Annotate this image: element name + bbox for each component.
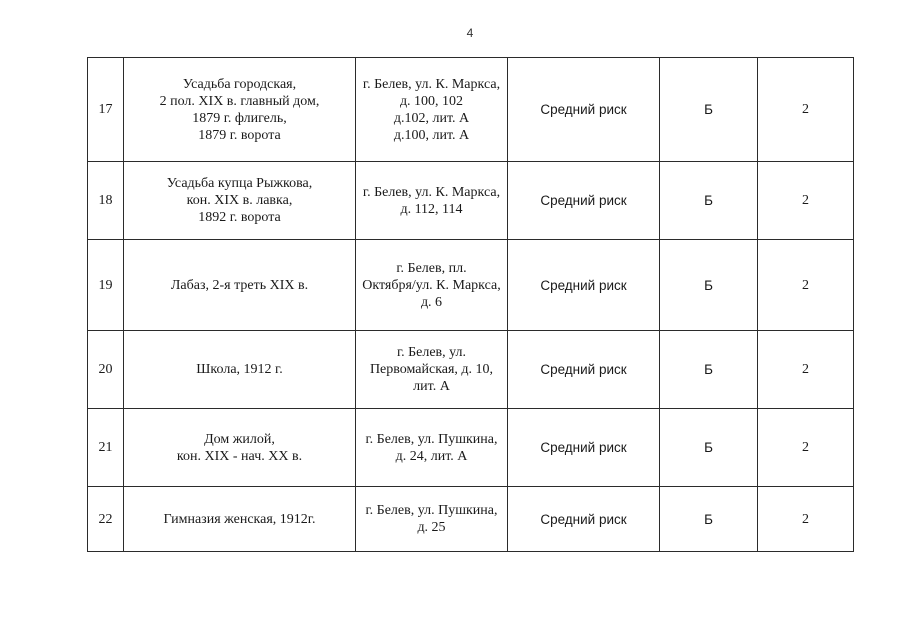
address-cell xyxy=(356,240,508,331)
page-number: 4 xyxy=(466,26,474,40)
row-number-cell: 18 xyxy=(88,162,124,240)
risk-level-cell: Средний риск xyxy=(508,162,660,240)
table-row xyxy=(88,58,854,162)
object-name-cell xyxy=(124,58,356,162)
row-number-cell: 19 xyxy=(88,240,124,331)
address-cell-line: д. 112, 114 xyxy=(400,201,463,217)
address-cell-line: д. 24, лит. А xyxy=(395,448,468,464)
object-name-cell-line: 1879 г. ворота xyxy=(198,127,281,143)
category-cell: Б xyxy=(660,58,758,162)
count-cell: 2 xyxy=(758,487,854,552)
address-cell-line: д.100, лит. А xyxy=(393,127,470,143)
address-cell xyxy=(356,487,508,552)
object-name-cell-line: 1892 г. ворота xyxy=(198,210,281,225)
object-name-cell xyxy=(124,409,356,487)
category-cell: Б xyxy=(660,487,758,552)
category-cell: Б xyxy=(660,162,758,240)
heritage-objects-table xyxy=(87,57,854,552)
address-cell-line: г. Белев, ул. К. Маркса, xyxy=(362,184,501,200)
row-number-cell: 17 xyxy=(88,58,124,162)
address-cell-line: д. 100, 102 xyxy=(399,93,464,109)
count-cell: 2 xyxy=(758,240,854,331)
category-cell: Б xyxy=(660,409,758,487)
table-row xyxy=(88,409,854,487)
object-name-cell-line: 2 пол. XIX в. главный дом, xyxy=(159,93,320,109)
object-name-cell-line: Гимназия женская, 1912г. xyxy=(163,511,316,527)
object-name-cell-line: 1879 г. флигель, xyxy=(192,110,287,126)
count-cell: 2 xyxy=(758,331,854,409)
address-cell xyxy=(356,331,508,409)
row-number-cell: 21 xyxy=(88,409,124,487)
object-name-cell-line: Усадьба купца Рыжкова, xyxy=(166,176,313,191)
address-cell xyxy=(356,58,508,162)
object-name-cell xyxy=(124,240,356,331)
table-row xyxy=(88,162,854,240)
address-cell-line: Октября/ул. К. Маркса, xyxy=(362,277,501,293)
address-cell-line: г. Белев, пл. xyxy=(396,260,467,276)
address-cell-line: Первомайская, д. 10, xyxy=(369,362,494,377)
object-name-cell-line: Школа, 1912 г. xyxy=(196,362,283,377)
risk-level-cell: Средний риск xyxy=(508,409,660,487)
address-cell xyxy=(356,409,508,487)
risk-level-cell: Средний риск xyxy=(508,58,660,162)
table-row xyxy=(88,331,854,409)
table-row xyxy=(88,487,854,552)
address-cell-line: г. Белев, ул. К. Маркса, xyxy=(362,76,501,92)
address-cell-line: лит. А xyxy=(413,379,450,394)
object-name-cell xyxy=(124,487,356,552)
risk-level-cell: Средний риск xyxy=(508,487,660,552)
risk-level-cell: Средний риск xyxy=(508,331,660,409)
object-name-cell-line: кон. XIX в. лавка, xyxy=(186,193,293,208)
row-number-cell: 20 xyxy=(88,331,124,409)
address-cell-line: г. Белев, ул. xyxy=(396,345,467,360)
object-name-cell-line: Дом жилой, xyxy=(204,431,275,447)
address-cell-line: д.102, лит. А xyxy=(393,110,470,126)
address-cell-line: д. 25 xyxy=(417,520,446,535)
address-cell xyxy=(356,162,508,240)
address-cell-line: г. Белев, ул. Пушкина, xyxy=(365,431,498,447)
risk-level-cell: Средний риск xyxy=(508,240,660,331)
object-name-cell-line: Лабаз, 2-я треть XIX в. xyxy=(170,277,309,293)
object-name-cell-line: кон. XIX - нач. XX в. xyxy=(176,448,303,464)
object-name-cell xyxy=(124,162,356,240)
table-row xyxy=(88,240,854,331)
object-name-cell xyxy=(124,331,356,409)
count-cell: 2 xyxy=(758,409,854,487)
address-cell-line: г. Белев, ул. Пушкина, xyxy=(365,503,498,518)
category-cell: Б xyxy=(660,331,758,409)
count-cell: 2 xyxy=(758,162,854,240)
address-cell-line: д. 6 xyxy=(420,294,443,310)
object-name-cell-line: Усадьба городская, xyxy=(182,76,297,92)
count-cell: 2 xyxy=(758,58,854,162)
category-cell: Б xyxy=(660,240,758,331)
row-number-cell: 22 xyxy=(88,487,124,552)
